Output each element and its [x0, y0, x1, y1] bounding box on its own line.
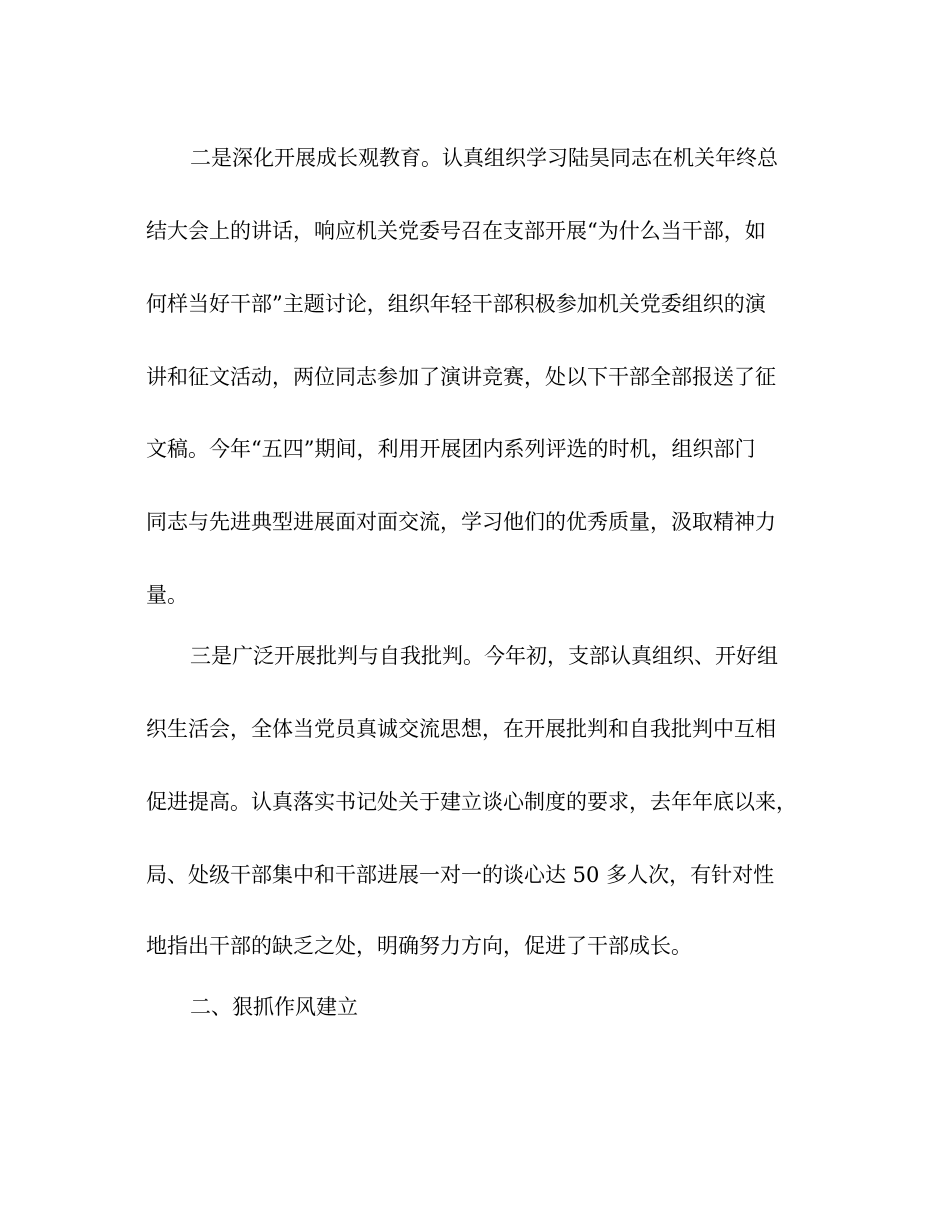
text-line: 结大会上的讲话，响应机关党委号召在支部开展“为什么当干部，如 [146, 219, 766, 243]
text-line: 量。 [146, 583, 188, 607]
text-line: 地指出干部的缺乏之处，明确努力方向，促进了干部成长。 [146, 934, 692, 958]
section-heading: 二、狠抓作风建立 [190, 995, 358, 1019]
text-line: 促进提高。认真落实书记处关于建立谈心制度的要求，去年年底以来， [146, 790, 797, 814]
text-line: 织生活会，全体当党员真诚交流思想，在开展批判和自我批判中互相 [146, 717, 776, 741]
text-line: 局、处级干部集中和干部进展一对一的谈心达 50 多人次，有针对性 [146, 863, 775, 887]
text-line: 三是广泛开展批判与自我批判。今年初，支部认真组织、开好组 [190, 644, 778, 668]
text-line: 何样当好干部”主题讨论，组织年轻干部积极参加机关党委组织的演 [146, 292, 766, 316]
text-line: 文稿。今年“五四”期间，利用开展团内系列评选的时机，组织部门 [146, 437, 756, 461]
text-line: 同志与先进典型进展面对面交流，学习他们的优秀质量，汲取精神力 [146, 510, 776, 534]
text-line: 二是深化开展成长观教育。认真组织学习陆昊同志在机关年终总 [190, 146, 778, 170]
text-line: 讲和征文活动，两位同志参加了演讲竞赛，处以下干部全部报送了征 [146, 365, 776, 389]
